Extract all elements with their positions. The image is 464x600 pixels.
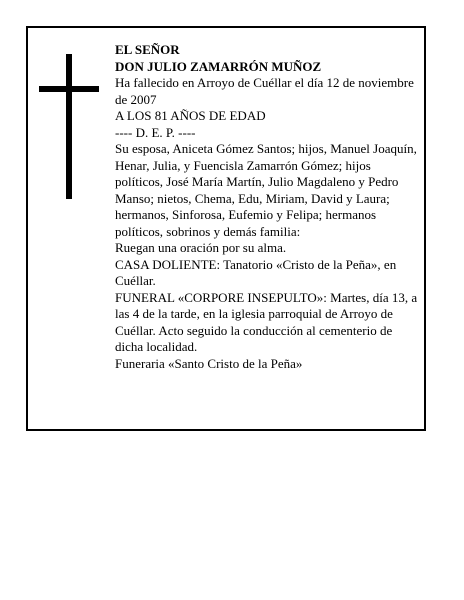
notice-title: EL SEÑOR: [115, 42, 180, 57]
cross-horizontal-bar: [39, 86, 99, 92]
notice-text: [115, 42, 422, 372]
deceased-name: DON JULIO ZAMARRÓN MUÑOZ: [115, 58, 322, 74]
death-notice: Ha fallecido en Arroyo de Cuéllar el día 12 de noviembre de 2007: [115, 75, 414, 107]
prayer-request: Ruegan una oración por su alma.: [115, 240, 287, 255]
cross-icon: [39, 54, 99, 199]
funeral-house: CASA DOLIENTE: Tanatorio «Cristo de la Peña», en Cuéllar.: [115, 256, 397, 288]
obituary-notice: [26, 26, 426, 431]
funeral-home: Funeraria «Santo Cristo de la Peña»: [115, 355, 303, 371]
age-line: A LOS 81 AÑOS DE EDAD: [115, 108, 266, 123]
cross-vertical-bar: [66, 54, 72, 199]
rip-line: ---- D. E. P. ----: [115, 124, 196, 140]
family-list: Su esposa, Aniceta Gómez Santos; hijos, Manuel Joaquín, Henar, Julia, y Fuencisla Zamarrón Gómez; hijos políticos, José María Martín, Julio Magdaleno y Pedro Manso; nietos, Chema, Edu, Miriam, David y Laura; hermanos, Sinforosa, Eufemio y Felipa; hermanos políticos, sobrinos y demás familia:: [115, 141, 417, 239]
funeral-details: FUNERAL «CORPORE INSEPULTO»: Martes, día 13, a las 4 de la tarde, en la iglesia parroquial de Arroyo de Cuéllar. Acto seguido la conducción al cementerio de dicha localidad.: [115, 289, 418, 354]
